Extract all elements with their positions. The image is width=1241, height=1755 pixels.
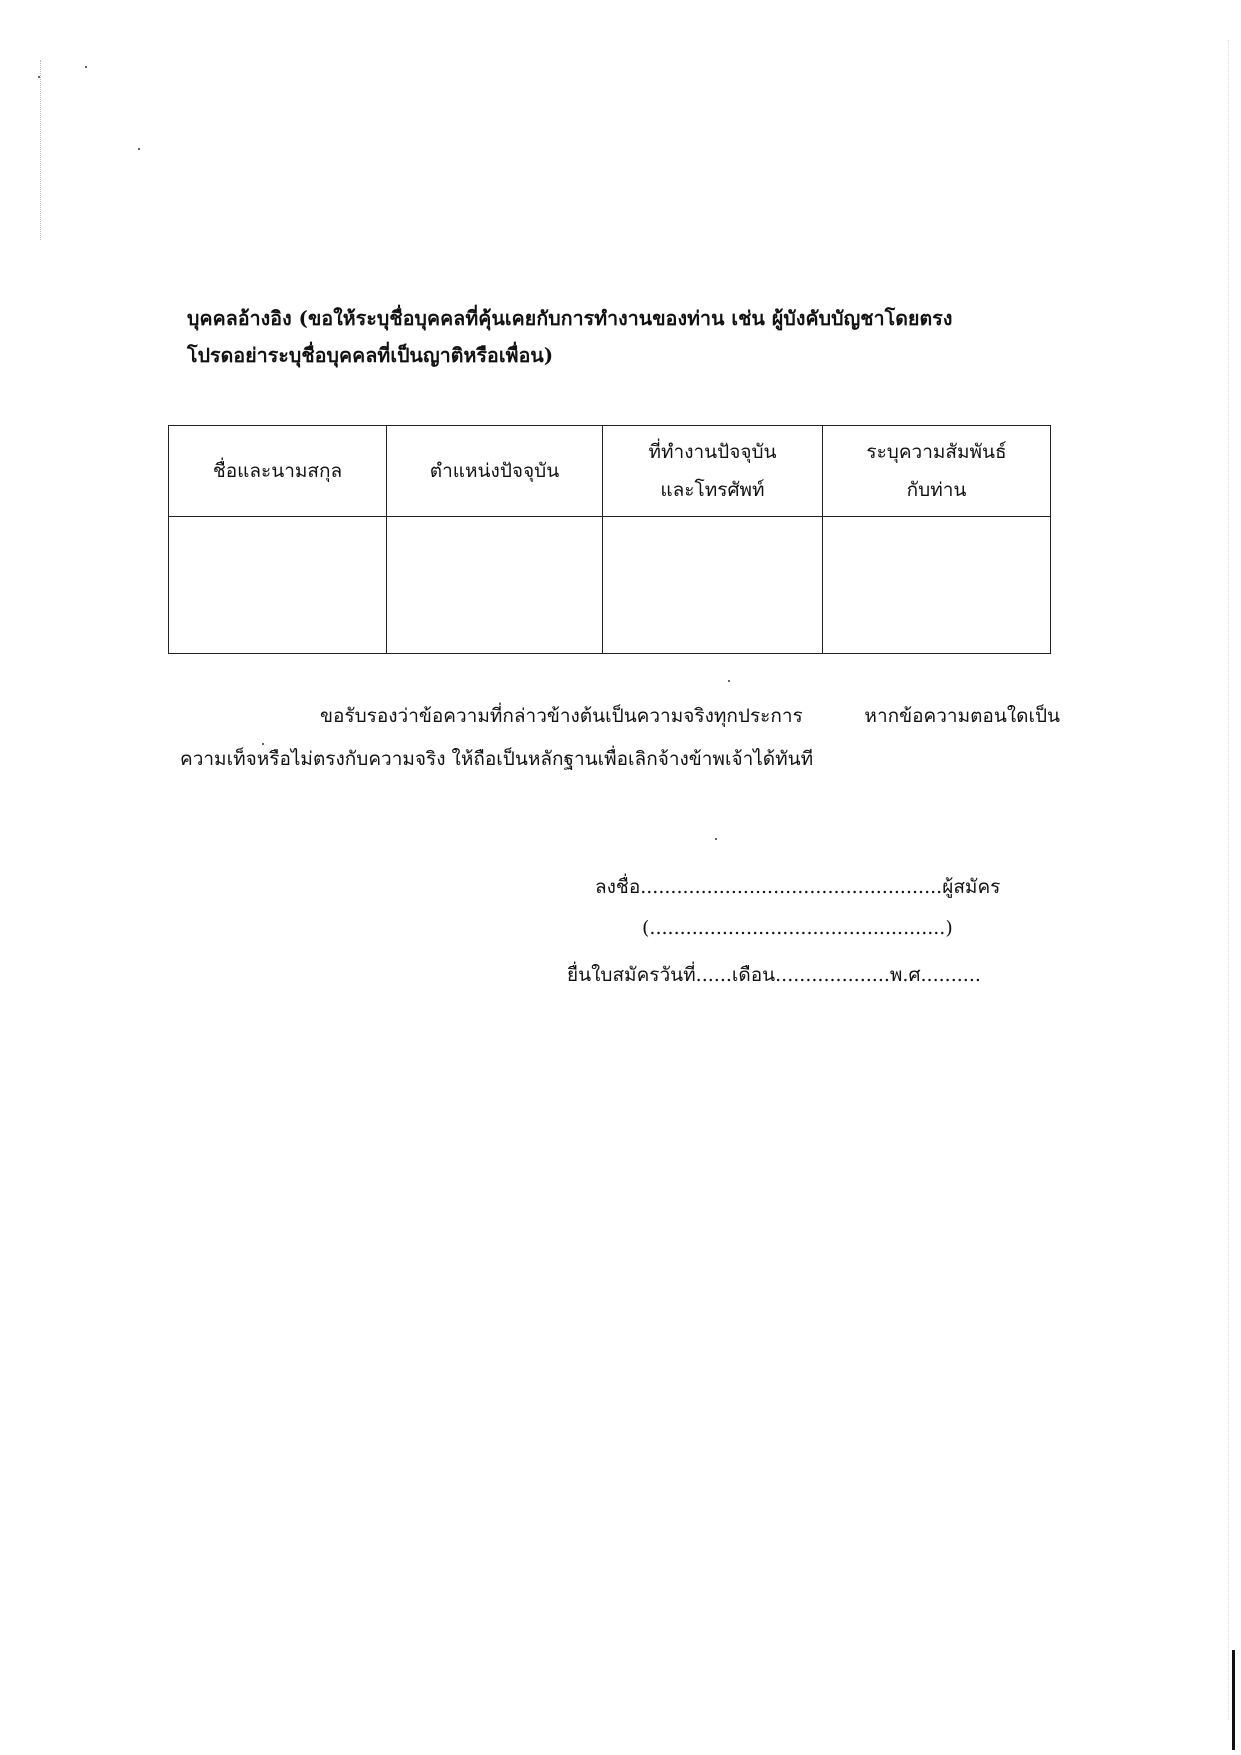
header-workplace-label-line2: และโทรศัพท์ xyxy=(660,479,765,501)
scan-speck xyxy=(138,148,140,150)
submission-date-line[interactable]: ยื่นใบสมัครวันที่......เดือน...................พ.ศ.......... xyxy=(567,964,981,986)
reference-relationship-cell[interactable] xyxy=(823,517,1051,654)
header-workplace xyxy=(603,426,823,517)
signature-line[interactable]: ลงชื่อ..................................................ผู้สมัคร xyxy=(595,876,1001,898)
certification-line1-part2: หากข้อความตอนใดเป็น xyxy=(864,705,1060,727)
reference-heading-line1: บุคคลอ้างอิง (ขอให้ระบุชื่อบุคคลที่คุ้นเคยกับการทำงานของท่าน เช่น ผู้บังคับบัญชาโดยตรง xyxy=(187,307,953,330)
certification-statement xyxy=(180,695,1060,781)
header-position-label: ตำแหน่งปัจจุบัน xyxy=(429,460,560,482)
header-position xyxy=(387,426,603,517)
header-relationship-label-line1: ระบุความสัมพันธ์ xyxy=(866,441,1007,463)
scan-edge-mark xyxy=(1232,1650,1235,1750)
reference-name-cell[interactable] xyxy=(169,517,387,654)
reference-heading-line2: โปรดอย่าระบุชื่อบุคคลที่เป็นญาติหรือเพื่อน) xyxy=(187,344,554,367)
reference-table xyxy=(168,425,1051,654)
scan-speck xyxy=(85,66,87,68)
header-relationship-label-line2: กับท่าน xyxy=(906,479,967,501)
certification-line1 xyxy=(180,695,1060,738)
scan-speck xyxy=(38,76,40,78)
scan-speck xyxy=(715,838,717,840)
certification-line1-part1: ขอรับรองว่าข้อความที่กล่าวข้างต้นเป็นความจริงทุกประการ xyxy=(320,705,803,727)
reference-workplace-cell[interactable] xyxy=(603,517,823,654)
header-workplace-label-line1: ที่ทำงานปัจจุบัน xyxy=(648,441,777,463)
reference-table-header-row xyxy=(169,426,1051,517)
table-row xyxy=(169,517,1051,654)
header-name-label: ชื่อและนามสกุล xyxy=(212,460,343,482)
reference-heading xyxy=(187,300,1067,374)
scan-speck xyxy=(728,680,730,682)
header-relationship xyxy=(823,426,1051,517)
scan-artifact-right xyxy=(1228,40,1229,1720)
header-name xyxy=(169,426,387,517)
reference-position-cell[interactable] xyxy=(387,517,603,654)
certification-line2: ความเท็จหรือไม่ตรงกับความจริง ให้ถือเป็นหลักฐานเพื่อเลิกจ้างข้าพเจ้าได้ทันที xyxy=(180,748,814,770)
scan-artifact-left xyxy=(40,60,41,240)
printed-name-line[interactable]: (.................................................) xyxy=(642,917,953,939)
